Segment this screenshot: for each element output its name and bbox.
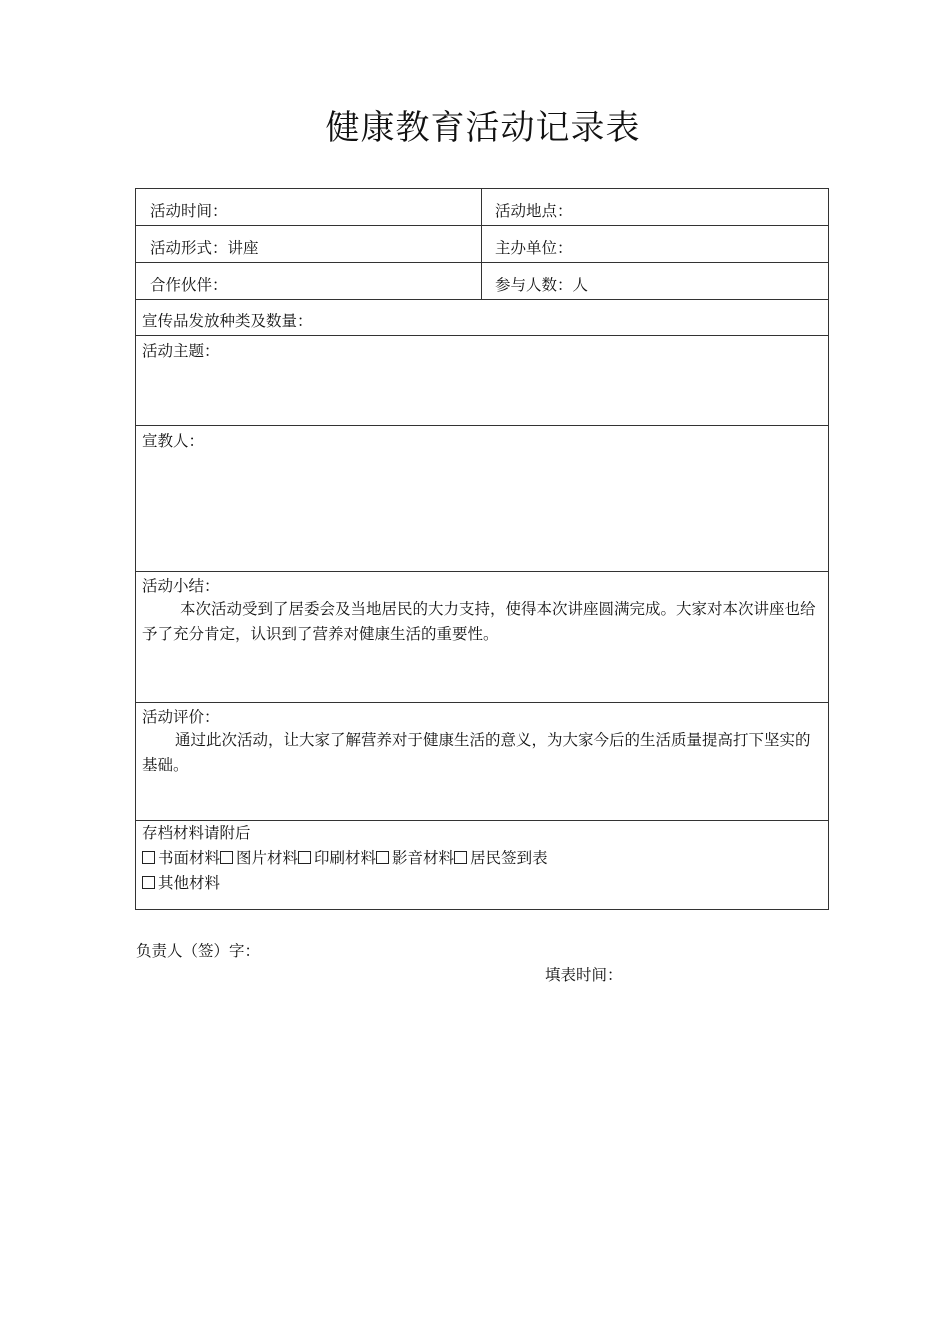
option-av-material[interactable]: 影音材料	[376, 849, 454, 867]
archive-label: 存档材料请附后	[142, 824, 251, 842]
option-picture-material[interactable]: 图片材料	[220, 849, 298, 867]
form-row-partner-participants	[136, 263, 828, 300]
evaluation-section[interactable]	[136, 703, 828, 821]
option-written-material[interactable]: 书面材料	[142, 849, 220, 867]
activity-place-field[interactable]: 活动地点：	[495, 202, 573, 220]
option-signin-sheet[interactable]: 居民签到表	[454, 849, 548, 867]
checkbox-icon[interactable]	[142, 851, 155, 864]
educator-label: 宣教人：	[142, 432, 205, 450]
organizer-field[interactable]: 主办单位：	[495, 239, 573, 257]
form-row-time-place	[136, 189, 828, 226]
materials-label: 宣传品发放种类及数量：	[142, 312, 313, 330]
activity-time-field[interactable]: 活动时间：	[136, 189, 482, 225]
summary-text: 本次活动受到了居委会及当地居民的大力支持，使得本次讲座圆满完成。大家对本次讲座也给予了充分肯定，认识到了营养对健康生活的重要性。	[142, 600, 816, 643]
fill-time-field[interactable]: 填表时间：	[545, 966, 623, 984]
form-row-format-organizer	[136, 226, 828, 263]
checkbox-icon[interactable]	[454, 851, 467, 864]
option-other-material[interactable]: 其他材料	[142, 874, 220, 892]
materials-field[interactable]	[136, 300, 828, 336]
checkbox-icon[interactable]	[142, 876, 155, 889]
page-title: 健康教育活动记录表	[325, 108, 641, 148]
participants-field[interactable]: 参与人数：人	[495, 276, 589, 294]
signature-field[interactable]: 负责人（签）字：	[136, 942, 261, 960]
educator-field[interactable]	[136, 426, 828, 572]
record-form	[135, 188, 829, 910]
option-print-material[interactable]: 印刷材料	[298, 849, 376, 867]
archive-options-line-2	[142, 871, 828, 896]
checkbox-icon[interactable]	[376, 851, 389, 864]
evaluation-text: 通过此次活动，让大家了解营养对于健康生活的意义，为大家今后的生活质量提高打下坚实的基础。	[142, 731, 811, 774]
summary-label: 活动小结：	[142, 577, 220, 595]
partner-field[interactable]: 合作伙伴：	[136, 263, 482, 299]
theme-label: 活动主题：	[142, 342, 220, 360]
archive-section	[136, 821, 828, 909]
archive-options-line-1	[142, 846, 828, 871]
theme-field[interactable]	[136, 336, 828, 426]
summary-section[interactable]	[136, 572, 828, 703]
checkbox-icon[interactable]	[220, 851, 233, 864]
checkbox-icon[interactable]	[298, 851, 311, 864]
evaluation-label: 活动评价：	[142, 708, 220, 726]
activity-format-field[interactable]: 活动形式：讲座	[136, 226, 482, 262]
